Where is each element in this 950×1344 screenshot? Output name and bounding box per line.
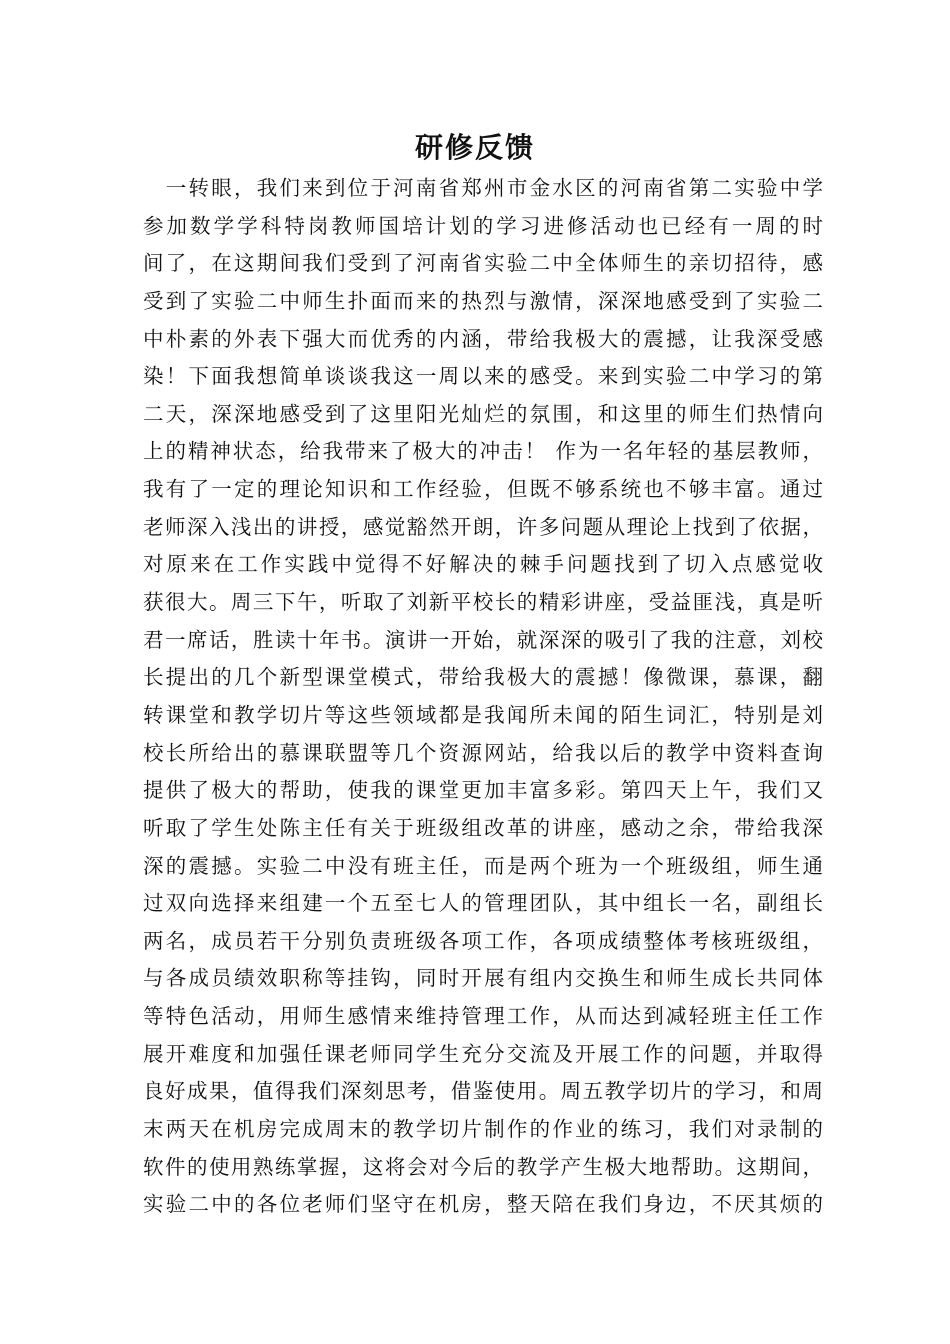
text-line: 听取了学生处陈主任有关于班级组改革的讲座，感动之余，带给我深: [143, 815, 823, 840]
text-line: 获很大。周三下午，听取了刘新平校长的精彩讲座，受益匪浅，真是听: [143, 590, 823, 615]
text-line: 老师深入浅出的讲授，感觉豁然开朗，许多问题从理论上找到了依据，: [143, 514, 823, 539]
text-line: 中朴素的外表下强大而优秀的内涵，带给我极大的震撼，让我深受感: [143, 326, 823, 351]
text-line: 软件的使用熟练掌握，这将会对今后的教学产生极大地帮助。这期间，: [143, 1154, 823, 1179]
document-body: [143, 170, 823, 1224]
text-line: 受到了实验二中师生扑面而来的热烈与激情，深深地感受到了实验二: [143, 288, 823, 313]
text-line: 上的精神状态，给我带来了极大的冲击！ 作为一名年轻的基层教师，: [143, 439, 823, 464]
text-line: 良好成果，值得我们深刻思考，借鉴使用。周五教学切片的学习，和周: [143, 1079, 823, 1104]
text-line: 转课堂和教学切片等这些领域都是我闻所未闻的陌生词汇，特别是刘: [143, 702, 823, 727]
text-line: 与各成员绩效职称等挂钩，同时开展有组内交换生和师生成长共同体: [143, 966, 823, 991]
document-title: 研修反馈: [414, 131, 535, 164]
text-line: 过双向选择来组建一个五至七人的管理团队，其中组长一名，副组长: [143, 891, 823, 916]
text-line: 深的震撼。实验二中没有班主任，而是两个班为一个班级组，师生通: [143, 853, 823, 878]
text-line: 实验二中的各位老师们坚守在机房，整天陪在我们身边，不厌其烦的: [143, 1192, 823, 1217]
text-line: 提供了极大的帮助，使我的课堂更加丰富多彩。第四天上午，我们又: [143, 778, 823, 803]
text-line: 等特色活动，用师生感情来维持管理工作，从而达到减轻班主任工作: [143, 1004, 823, 1029]
text-line: 长提出的几个新型课堂模式，带给我极大的震撼！像微课，慕课，翻: [143, 665, 823, 690]
text-line: 君一席话，胜读十年书。演讲一开始，就深深的吸引了我的注意，刘校: [143, 627, 823, 652]
text-line: 两名，成员若干分别负责班级各项工作，各项成绩整体考核班级组，: [143, 928, 823, 953]
text-line: 校长所给出的慕课联盟等几个资源网站，给我以后的教学中资料查询: [143, 740, 823, 765]
text-line: 参加数学学科特岗教师国培计划的学习进修活动也已经有一周的时: [143, 213, 823, 238]
text-line: 间了，在这期间我们受到了河南省实验二中全体师生的亲切招待，感: [143, 251, 823, 276]
text-line: 对原来在工作实践中觉得不好解决的棘手问题找到了切入点感觉收: [143, 552, 823, 577]
text-line: 染！下面我想简单谈谈我这一周以来的感受。来到实验二中学习的第: [143, 364, 823, 389]
text-line: 一转眼，我们来到位于河南省郑州市金水区的河南省第二实验中学: [143, 176, 823, 200]
text-line: 末两天在机房完成周末的教学切片制作的作业的练习，我们对录制的: [143, 1117, 823, 1142]
text-line: 展开难度和加强任课老师同学生充分交流及开展工作的问题，并取得: [143, 1041, 823, 1066]
text-line: 二天，深深地感受到了这里阳光灿烂的氛围，和这里的师生们热情向: [143, 401, 823, 426]
text-line: 我有了一定的理论知识和工作经验，但既不够系统也不够丰富。通过: [143, 477, 823, 502]
